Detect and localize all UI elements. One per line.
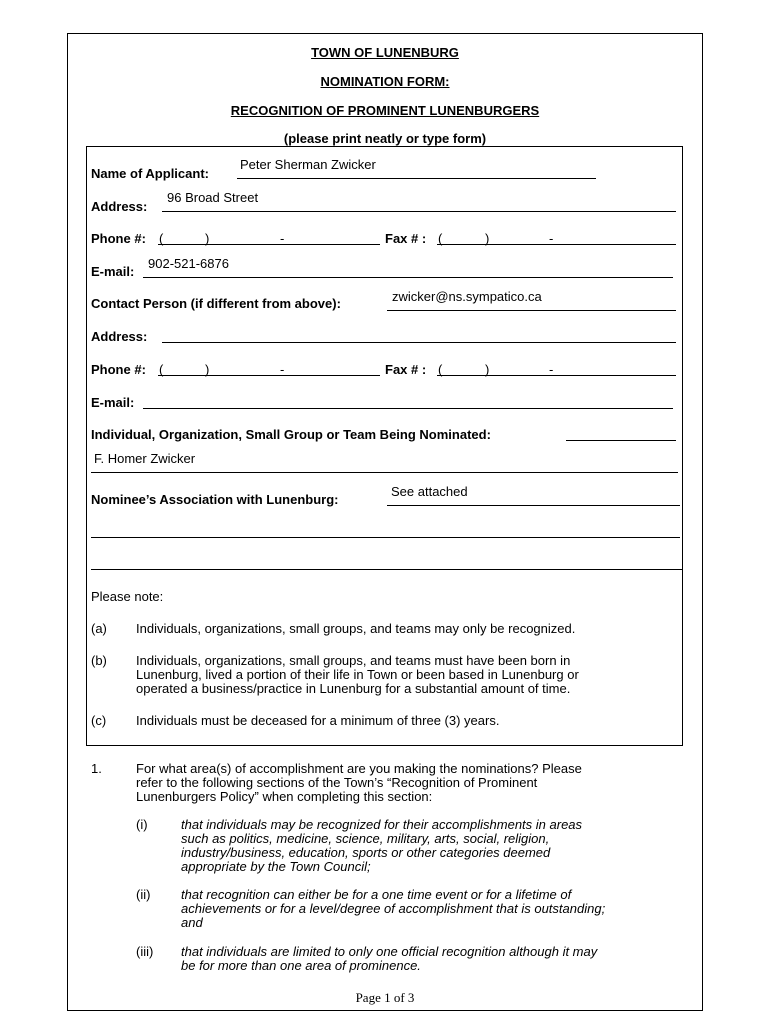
subitem-i-line-4: appropriate by the Town Council;	[181, 859, 371, 874]
contact-person-label: Contact Person (if different from above):	[91, 296, 341, 311]
applicant-fax-dash: -	[549, 231, 554, 246]
applicant-address-label: Address:	[91, 199, 148, 214]
note-a-marker: (a)	[91, 621, 107, 636]
subitem-iii-marker: (iii)	[136, 944, 154, 959]
nominee-value[interactable]: F. Homer Zwicker	[94, 451, 196, 466]
contact-phone-dash: -	[280, 362, 285, 377]
contact-email-line[interactable]	[143, 408, 673, 409]
subitem-i-line-3: industry/business, education, sports or other categories deemed	[181, 845, 551, 860]
question-1-line-3: Lunenburgers Policy” when completing this section:	[136, 789, 433, 804]
applicant-address-line	[162, 211, 676, 212]
applicant-address-value[interactable]: 96 Broad Street	[167, 190, 259, 205]
contact-fax-paren-open: (	[438, 362, 443, 377]
print-instruction: (please print neatly or type form)	[283, 131, 487, 146]
note-b-line-1: Individuals, organizations, small groups, and teams must have been born in	[136, 653, 571, 668]
association-line-2[interactable]	[91, 537, 680, 538]
applicant-email-label: E-mail:	[91, 264, 135, 279]
subitem-i-marker: (i)	[136, 817, 148, 832]
subitem-iii-line-1: that individuals are limited to only one official recognition although it may	[181, 944, 598, 959]
applicant-name-line	[237, 178, 596, 179]
applicant-fax-label: Fax # :	[385, 231, 427, 246]
applicant-phone-label: Phone #:	[91, 231, 146, 246]
question-1-line-1: For what area(s) of accomplishment are you making the nominations? Please	[136, 761, 582, 776]
subitem-ii-line-2: achievements or for a level/degree of accomplishment that is outstanding;	[181, 901, 606, 916]
applicant-fax-paren-close: )	[485, 231, 490, 246]
nominee-short-line	[566, 440, 676, 441]
applicant-name-value[interactable]: Peter Sherman Zwicker	[240, 157, 376, 172]
association-line-3[interactable]	[91, 569, 683, 570]
contact-phone-label: Phone #:	[91, 362, 146, 377]
contact-address-label: Address:	[91, 329, 148, 344]
applicant-phone-line[interactable]	[158, 244, 380, 245]
contact-fax-paren-close: )	[485, 362, 490, 377]
association-line	[387, 505, 680, 506]
applicant-email-value[interactable]: 902-521-6876	[148, 256, 229, 271]
contact-fax-line[interactable]	[437, 375, 676, 376]
subitem-ii-line-3: and	[181, 915, 203, 930]
contact-fax-dash: -	[549, 362, 554, 377]
applicant-fax-line[interactable]	[437, 244, 676, 245]
applicant-phone-paren-open: (	[159, 231, 164, 246]
subitem-ii-line-1: that recognition can either be for a one time event or for a lifetime of	[181, 887, 572, 902]
association-label: Nominee’s Association with Lunenburg:	[91, 492, 339, 507]
nominee-label: Individual, Organization, Small Group or Team Being Nominated:	[91, 427, 491, 442]
nominee-line	[91, 472, 678, 473]
contact-address-line[interactable]	[162, 342, 676, 343]
association-value[interactable]: See attached	[391, 484, 468, 499]
note-b-line-3: operated a business/practice in Lunenburg for a substantial amount of time.	[136, 681, 571, 696]
notes-heading: Please note:	[91, 589, 164, 604]
applicant-email-line	[143, 277, 673, 278]
subitem-iii-line-2: be for more than one area of prominence.	[181, 958, 421, 973]
subitem-ii-marker: (ii)	[136, 887, 151, 902]
applicant-phone-paren-close: )	[205, 231, 210, 246]
note-c-line-1: Individuals must be deceased for a minimum of three (3) years.	[136, 713, 500, 728]
note-a-line-1: Individuals, organizations, small groups, and teams may only be recognized.	[136, 621, 576, 636]
question-1-number: 1.	[91, 761, 102, 776]
applicant-phone-dash: -	[280, 231, 285, 246]
subitem-i-line-2: such as politics, medicine, science, military, arts, social, religion,	[181, 831, 550, 846]
contact-fax-label: Fax # :	[385, 362, 427, 377]
note-b-line-2: Lunenburg, lived a portion of their life in Town or been based in Lunenburg or	[136, 667, 579, 682]
note-c-marker: (c)	[91, 713, 107, 728]
question-1-line-2: refer to the following sections of the Town’s “Recognition of Prominent	[136, 775, 538, 790]
recognition-title: RECOGNITION OF PROMINENT LUNENBURGERS	[230, 103, 540, 118]
applicant-name-label: Name of Applicant:	[91, 166, 209, 181]
contact-phone-paren-close: )	[205, 362, 210, 377]
form-title: NOMINATION FORM:	[320, 74, 450, 89]
page-number: Page 1 of 3	[355, 990, 415, 1005]
applicant-fax-paren-open: (	[438, 231, 443, 246]
note-b-marker: (b)	[91, 653, 107, 668]
contact-phone-line[interactable]	[158, 375, 380, 376]
subitem-i-line-1: that individuals may be recognized for their accomplishments in areas	[181, 817, 583, 832]
contact-phone-paren-open: (	[159, 362, 164, 377]
town-title: TOWN OF LUNENBURG	[311, 45, 459, 60]
contact-person-value[interactable]: zwicker@ns.sympatico.ca	[392, 289, 542, 304]
contact-person-line	[387, 310, 676, 311]
contact-email-label: E-mail:	[91, 395, 135, 410]
